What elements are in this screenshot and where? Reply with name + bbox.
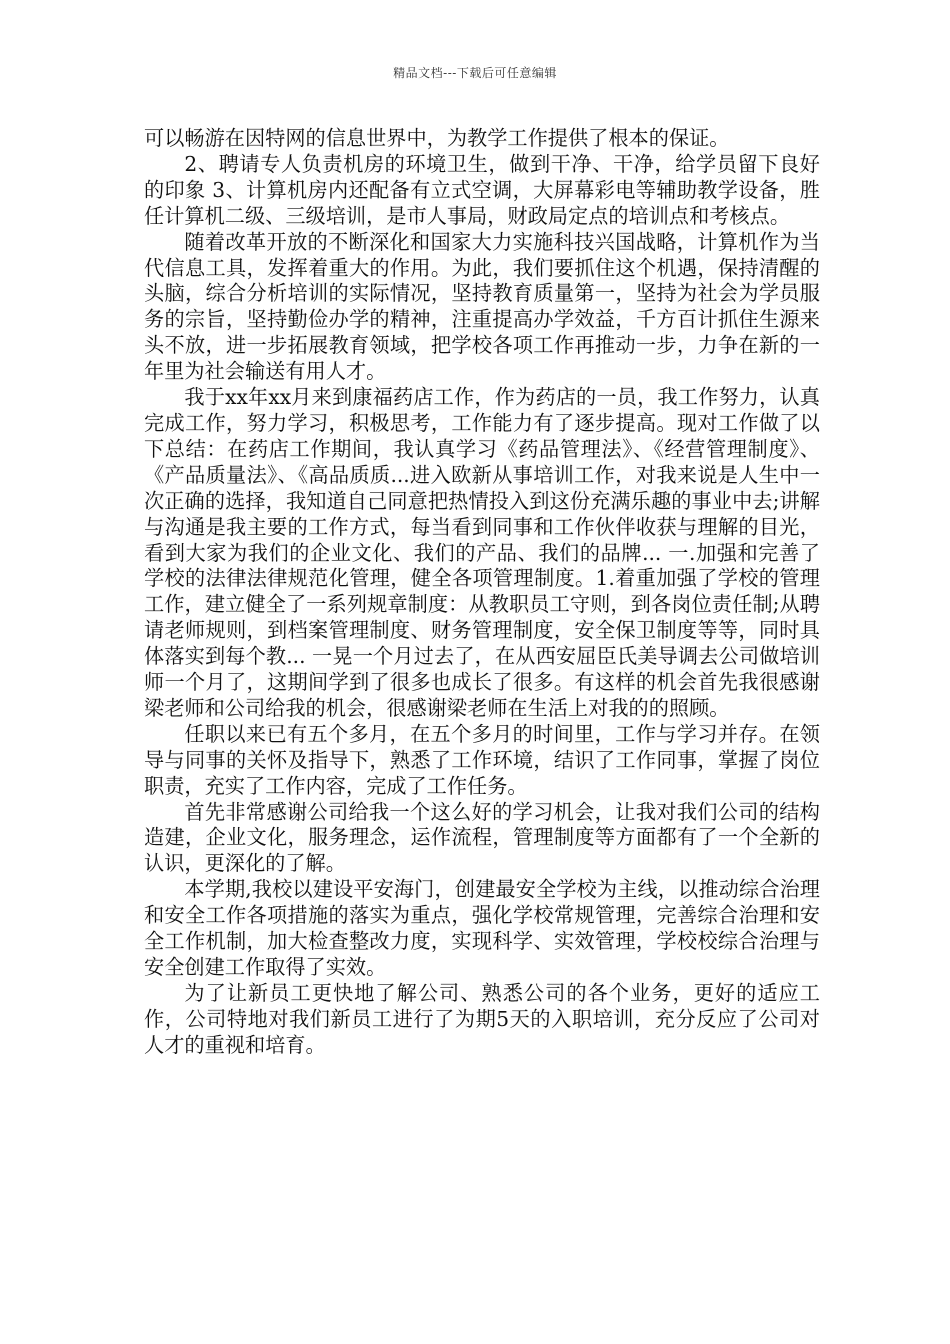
page-header: 精品文档---下载后可任意编辑 bbox=[393, 66, 557, 80]
paragraph-1: 可以畅游在因特网的信息世界中，为教学工作提供了根本的保证。 bbox=[144, 126, 730, 150]
paragraph-8: 为了让新员工更快地了解公司、熟悉公司的各个业务，更好的适应工作，公司特地对我们新员工进行了为期5天的入职培训，充分反应了公司对人才的重视和培育。 bbox=[144, 980, 820, 1057]
paragraph-5: 任职以来已有五个多月，在五个多月的时间里，工作与学习并存。在领导与同事的关怀及指导下，熟悉了工作环境，结识了工作同事，掌握了岗位职责，充实了工作内容，完成了工作任务。 bbox=[144, 721, 820, 798]
paragraph-6: 首先非常感谢公司给我一个这么好的学习机会，让我对我们公司的结构造建，企业文化，服务理念，运作流程，管理制度等方面都有了一个全新的认识，更深化的了解。 bbox=[144, 799, 820, 876]
paragraph-2: 2、聘请专人负责机房的环境卫生，做到干净、干净，给学员留下良好的印象 3、计算机房内还配备有立式空调，大屏幕彩电等辅助教学设备，胜任计算机二级、三级培训，是市人事局，财政局定点的培训点和考核点。 bbox=[144, 151, 820, 228]
paragraph-3: 随着改革开放的不断深化和国家大力实施科技兴国战略，计算机作为当代信息工具，发挥着重大的作用。为此，我们要抓住这个机遇，保持清醒的头脑，综合分析培训的实际情况，坚持教育质量第一，坚持为社会为学员服务的宗旨，坚持勤俭办学的精神，注重提高办学效益，千方百计抓住生源来头不放，进一步拓展教育领域，把学校各项工作再推动一步，力争在新的一年里为社会输送有用人才。 bbox=[144, 229, 820, 384]
paragraph-7: 本学期,我校以建设平安海门，创建最安全学校为主线，以推动综合治理和安全工作各项措施的落实为重点，强化学校常规管理，完善综合治理和安全工作机制，加大检查整改力度，实现科学、实效管理，学校校综合治理与安全创建工作取得了实效。 bbox=[144, 877, 820, 979]
paragraph-4: 我于xx年xx月来到康福药店工作，作为药店的一员，我工作努力，认真完成工作，努力学习，积极思考，工作能力有了逐步提高。现对工作做了以下总结：在药店工作期间，我认真学习《药品管理法》、《经营管理制度》、《产品质量法》、《高品质质...进入欧新从事培训工作，对我来说是人生中一次正确的选择，我知道自己同意把热情投入到这份充满乐趣的事业中去;讲解与沟通是我主要的工作方式，每当看到同事和工作伙伴收获与理解的目光，看到大家为我们的企业文化、我们的产品、我们的品牌... 一.加强和完善了学校的法律法律规范化管理，健全各项管理制度。1.着重加强了学校的管理工作，建立健全了一系列规章制度：从教职员工守则，到各岗位责任制;从聘请老师规则，到档案管理制度、财务管理制度，安全保卫制度等等，同时具体落实到每个教... 一晃一个月过去了，在从西安屈臣氏美导调去公司做培训师一个月了，这期间学到了很多也成长了很多。有这样的机会首先我很感谢梁老师和公司给我的机会，很感谢梁老师在生活上对我的的照顾。 bbox=[144, 385, 820, 720]
document-body bbox=[144, 126, 820, 1059]
